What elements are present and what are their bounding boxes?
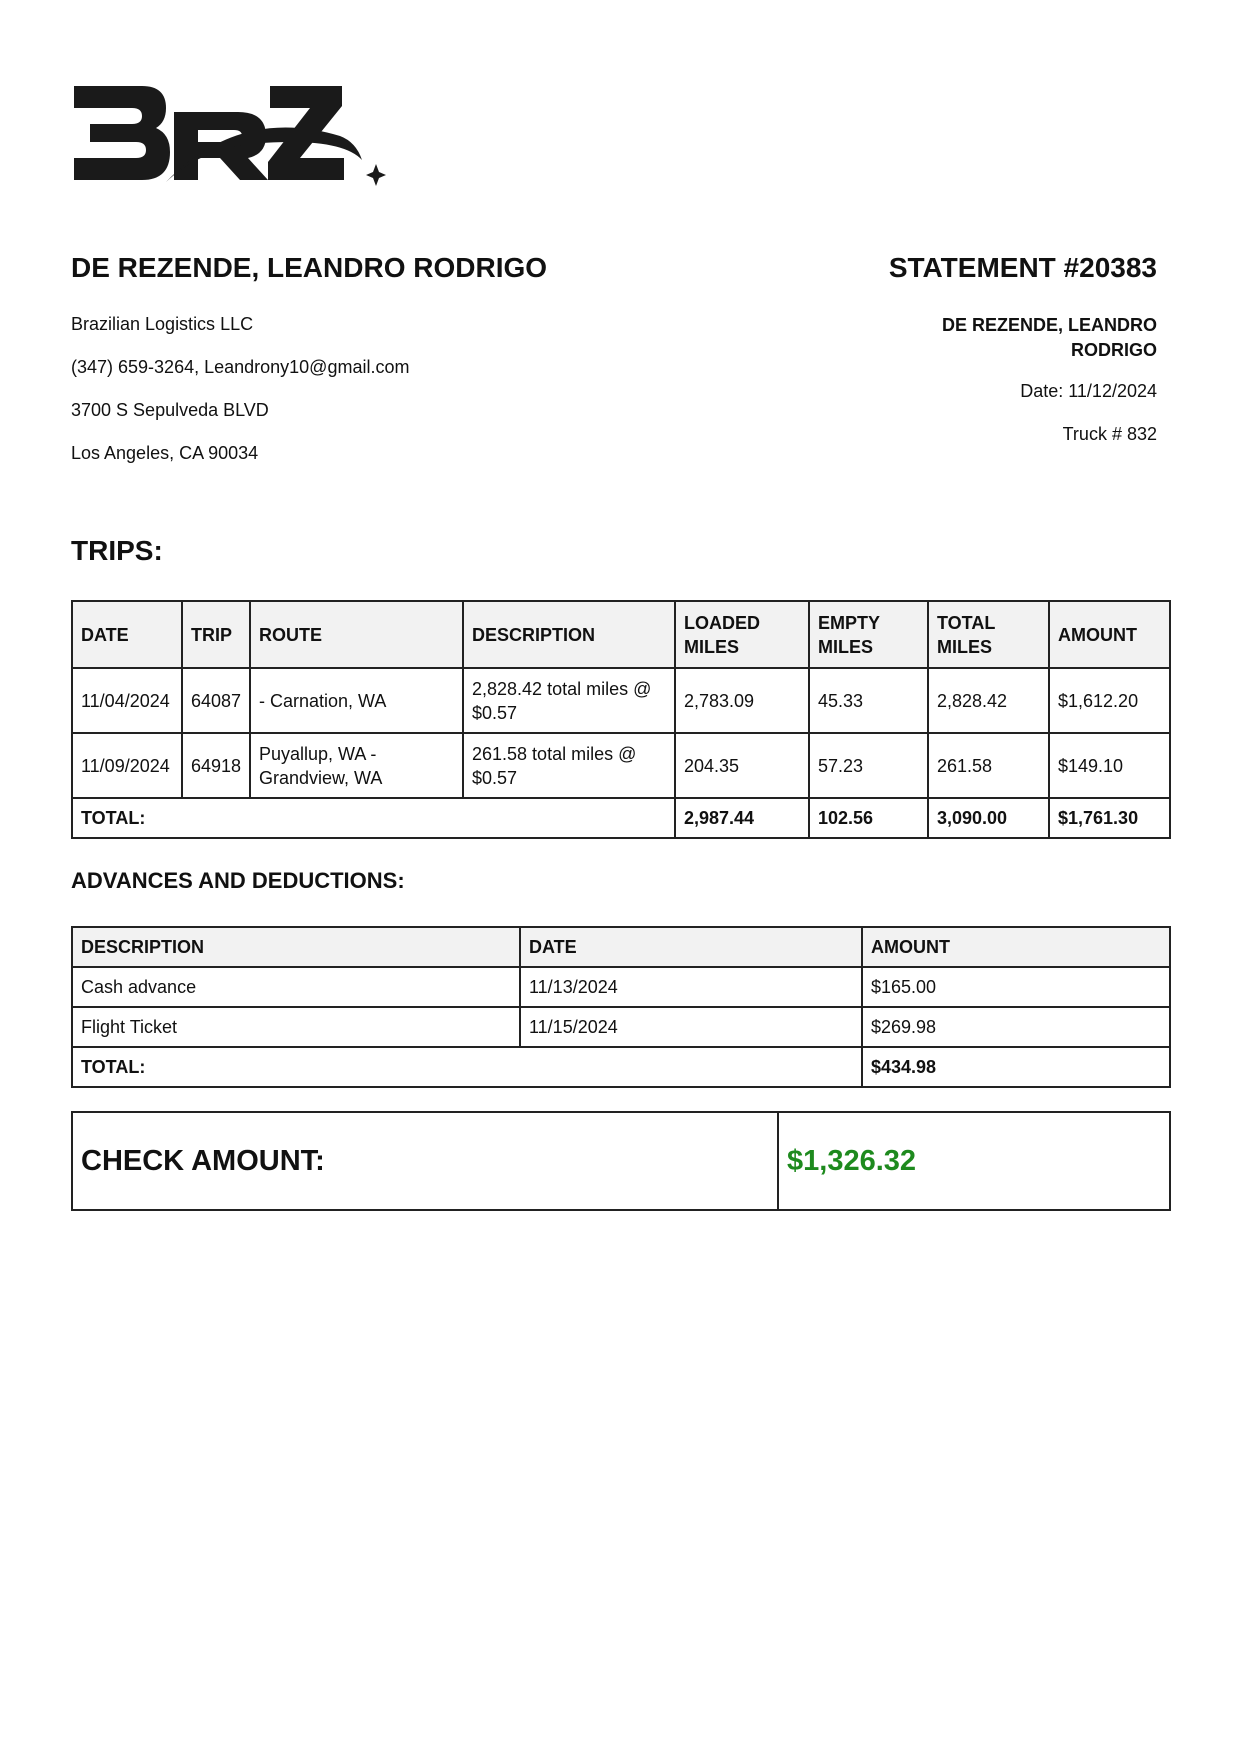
advances-table	[71, 926, 1171, 1088]
cell-loaded-miles: 2,783.09	[675, 668, 809, 733]
trips-total-label: TOTAL:	[72, 798, 675, 838]
cell-date: 11/13/2024	[520, 967, 862, 1007]
cell-date: 11/04/2024	[72, 668, 182, 733]
address-line-1: 3700 S Sepulveda BLVD	[71, 400, 269, 420]
cell-empty-miles: 45.33	[809, 668, 928, 733]
col-header-amount: AMOUNT	[862, 927, 1170, 967]
contact-line: (347) 659-3264, Leandrony10@gmail.com	[71, 357, 410, 377]
advances-total-label: TOTAL:	[72, 1047, 862, 1087]
driver-contact-block	[71, 313, 409, 485]
trips-total-loaded-miles: 2,987.44	[675, 798, 809, 838]
cell-total-miles: 261.58	[928, 733, 1049, 798]
col-header-loaded-miles: LOADED MILES	[675, 601, 809, 668]
cell-description: Flight Ticket	[72, 1007, 520, 1047]
trips-total-amount: $1,761.30	[1049, 798, 1170, 838]
cell-route: - Carnation, WA	[250, 668, 463, 733]
check-amount-value: $1,326.32	[778, 1112, 1170, 1210]
trips-total-empty-miles: 102.56	[809, 798, 928, 838]
statement-number-title: STATEMENT #20383	[888, 252, 1157, 283]
check-amount-table	[71, 1111, 1171, 1211]
company-name: Brazilian Logistics LLC	[71, 314, 254, 334]
col-header-description: DESCRIPTION	[72, 927, 520, 967]
driver-name-title: DE REZENDE, LEANDRO RODRIGO	[71, 252, 548, 283]
cell-trip: 64918	[182, 733, 250, 798]
trips-header-row	[72, 601, 1170, 668]
table-row	[72, 733, 1170, 798]
cell-description: Cash advance	[72, 967, 520, 1007]
trips-total-row	[72, 798, 1170, 838]
cell-amount: $1,612.20	[1049, 668, 1170, 733]
cell-empty-miles: 57.23	[809, 733, 928, 798]
cell-amount: $269.98	[862, 1007, 1170, 1047]
col-header-date: DATE	[520, 927, 862, 967]
advances-total-row	[72, 1047, 1170, 1087]
check-amount-label: CHECK AMOUNT:	[72, 1112, 778, 1210]
brz-logo	[70, 78, 386, 194]
cell-trip: 64087	[182, 668, 250, 733]
check-amount-row	[72, 1112, 1170, 1210]
statement-meta-block	[897, 313, 1157, 465]
cell-description: 2,828.42 total miles @ $0.57	[463, 668, 675, 733]
col-header-empty-miles: EMPTY MILES	[809, 601, 928, 668]
col-header-description: DESCRIPTION	[463, 601, 675, 668]
cell-total-miles: 2,828.42	[928, 668, 1049, 733]
col-header-amount: AMOUNT	[1049, 601, 1170, 668]
trips-total-total-miles: 3,090.00	[928, 798, 1049, 838]
table-row	[72, 1007, 1170, 1047]
table-row	[72, 668, 1170, 733]
advances-heading: ADVANCES AND DEDUCTIONS:	[71, 868, 405, 893]
trips-heading: TRIPS:	[71, 535, 163, 566]
statement-date: Date: 11/12/2024	[1020, 381, 1157, 401]
cell-amount: $165.00	[862, 967, 1170, 1007]
statement-driver-name: DE REZENDE, LEANDRO RODRIGO	[941, 315, 1157, 360]
cell-route: Puyallup, WA - Grandview, WA	[250, 733, 463, 798]
cell-amount: $149.10	[1049, 733, 1170, 798]
cell-loaded-miles: 204.35	[675, 733, 809, 798]
cell-description: 261.58 total miles @ $0.57	[463, 733, 675, 798]
col-header-trip: TRIP	[182, 601, 250, 668]
address-line-2: Los Angeles, CA 90034	[71, 443, 259, 463]
col-header-date: DATE	[72, 601, 182, 668]
col-header-route: ROUTE	[250, 601, 463, 668]
col-header-total-miles: TOTAL MILES	[928, 601, 1049, 668]
truck-number: Truck # 832	[1062, 424, 1157, 444]
cell-date: 11/15/2024	[520, 1007, 862, 1047]
trips-table	[71, 600, 1171, 839]
cell-date: 11/09/2024	[72, 733, 182, 798]
table-row	[72, 967, 1170, 1007]
advances-header-row	[72, 927, 1170, 967]
advances-total-amount: $434.98	[862, 1047, 1170, 1087]
